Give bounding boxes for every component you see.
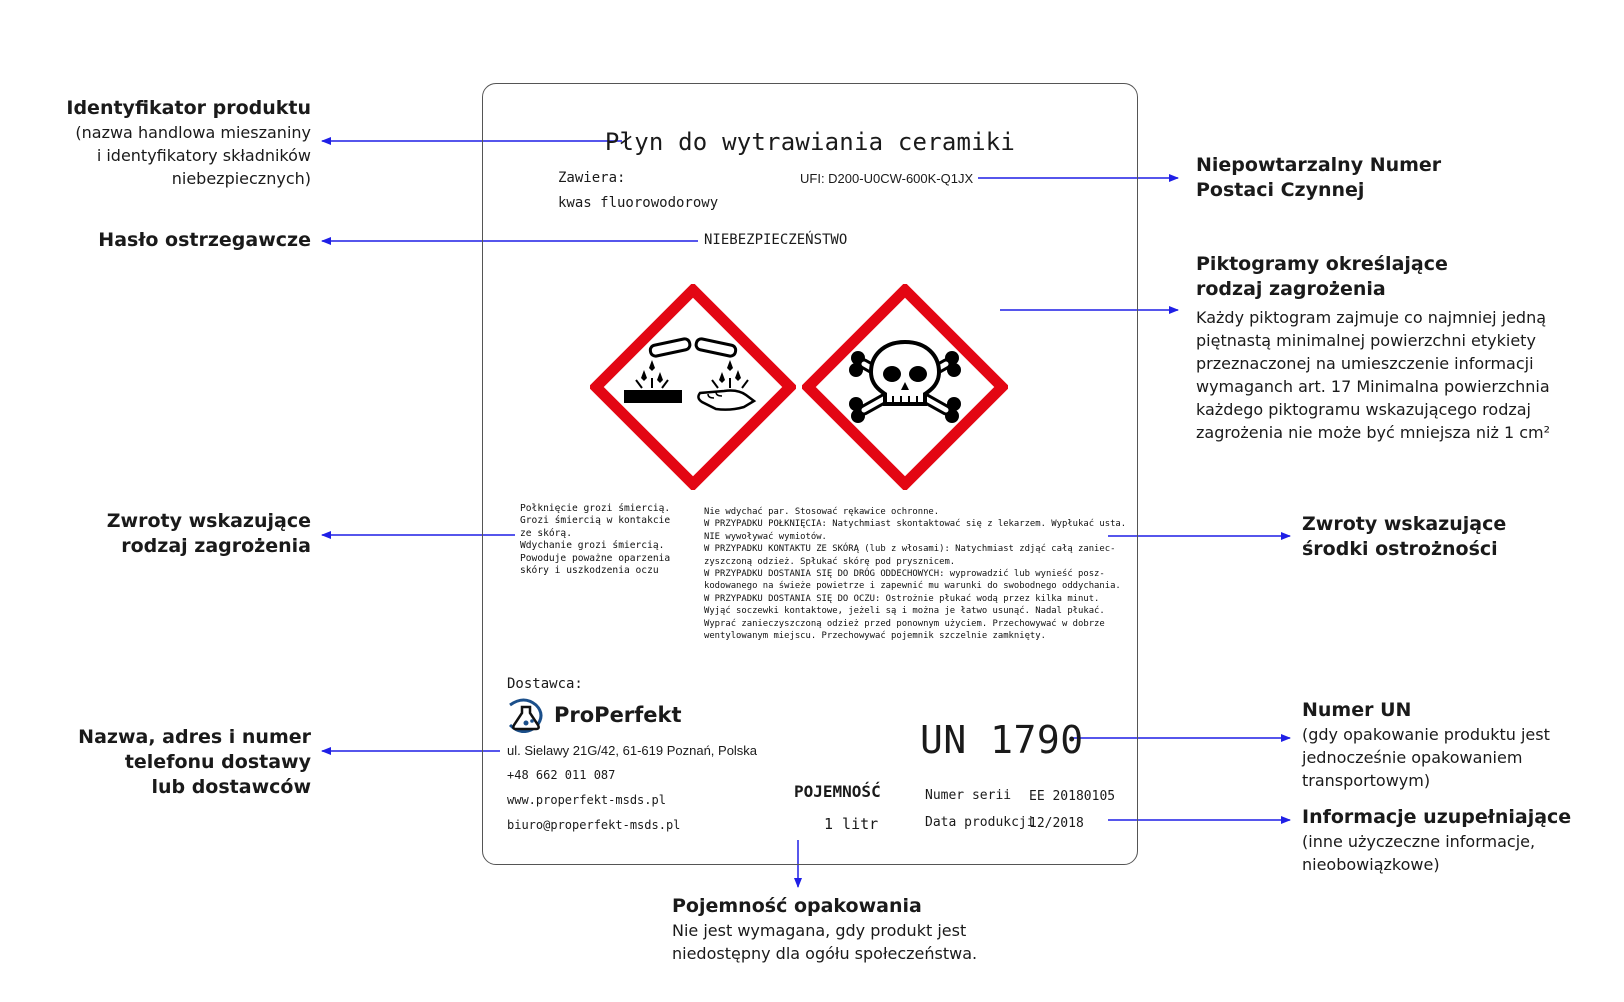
ufi-code: UFI: D200-U0CW-600K-Q1JX — [800, 171, 974, 186]
hazard-line: skóry i uszkodzenia oczu — [520, 565, 659, 577]
flask-logo-icon — [504, 697, 552, 733]
annotation-signal-word: Hasło ostrzegawcze — [98, 229, 311, 251]
precaution-line: Nie wdychać par. Stosować rękawice ochronne. — [704, 507, 940, 517]
precaution-line: W PRZYPADKU KONTAKTU ZE SKÓRĄ (lub z włosami): Natychmiast zdjąć całą zaniec- — [704, 544, 1116, 555]
contains-value: kwas fluorowodorowy — [558, 195, 719, 211]
precaution-line: zyszczoną odzież. Spłukać skórę pod prysznicem. — [704, 556, 956, 567]
annotation-product-id: Identyfikator produktu (nazwa handlowa mieszaniny i identyfikatory składników niebezpiecznych) — [66, 97, 311, 188]
hazard-line: Połknięcie grozi śmiercią. — [520, 503, 671, 514]
precaution-line: wentylowanym miejscu. Przechowywać pojemnik szczelnie zamknięty. — [704, 631, 1046, 642]
corrosion-pictogram — [590, 284, 796, 490]
precaution-line: Wyjąć soczewki kontaktowe, jeżeli są i można je łatwo usunąć. Nadal płukać. — [704, 606, 1105, 617]
hazard-line: Powoduje poważne oparzenia — [520, 552, 671, 564]
supplier-brand: ProPerfekt — [554, 703, 682, 727]
supplier-address: ul. Sielawy 21G/42, 61-619 Poznań, Polska — [507, 743, 758, 758]
annotation-pictograms: Piktogramy określające rodzaj zagrożenia Każdy piktogram zajmuje co najmniej jedną piętnastą minimalnej powierzchni etykiety przeznaczonej na umieszczenie informacji wymaganch art. 17 Minimalna powierzchnia każdego piktogramu wskazującego rodzaj zagrożenia nie może być mniejsza niż 1 cm² — [1196, 253, 1551, 442]
precaution-line: W PRZYPADKU DOSTANIA SIĘ DO DRÓG ODDECHOWYCH: wyprowadzić lub wynieść posz- — [704, 569, 1105, 580]
prod-date-label: Data produkcji — [925, 815, 1035, 830]
precaution-line: W PRZYPADKU DOSTANIA SIĘ DO OCZU: Ostrożnie płukać wodą przez kilka minut. — [704, 593, 1100, 604]
serial-value: EE 20180105 — [1029, 789, 1116, 804]
hazard-statements — [520, 503, 670, 577]
un-number: UN 1790 — [920, 718, 1084, 762]
serial-label: Numer serii — [925, 788, 1012, 803]
annotation-hazard: Zwroty wskazujące rodzaj zagrożenia — [106, 510, 311, 557]
annotation-capacity: Pojemność opakowania Nie jest wymagana, gdy produkt jest niedostępny dla ogółu społeczeństwa. — [672, 895, 978, 963]
annotation-un: Numer UN (gdy opakowanie produktu jest jednocześnie opakowaniem transportowym) — [1302, 699, 1550, 790]
precaution-line: kodowanego na świeże powietrze i zapewnić mu warunki do swobodnego oddychania. — [704, 581, 1121, 592]
signal-word: NIEBEZPIECZEŃSTWO — [704, 232, 848, 248]
hazard-line: ze skórą. — [520, 527, 572, 539]
supplier-logo — [504, 697, 682, 733]
hazard-line: Wdychanie grozi śmiercią. — [520, 540, 665, 552]
supplier-web: www.properfekt-msds.pl — [507, 793, 666, 807]
hazard-line: Grozi śmiercią w kontakcie — [520, 515, 671, 527]
annotation-extra: Informacje uzupełniające (inne użyczeczne informacje, nieobowiązkowe) — [1302, 806, 1572, 874]
capacity-value: 1 litr — [824, 815, 879, 833]
precaution-line: W PRZYPADKU POŁKNIĘCIA: Natychmiast skontaktować się z lekarzem. Wypłukać usta. — [704, 519, 1127, 530]
precaution-line: Wyprać zanieczyszczoną odzież przed ponownym użyciem. Przechowywać w dobrze — [704, 618, 1105, 629]
contains-label: Zawiera: — [558, 170, 626, 186]
annotation-ufi: Niepowtarzalny Numer Postaci Czynnej — [1196, 154, 1442, 201]
annotation-supplier: Nazwa, adres i numer telefonu dostawy lub dostawców — [78, 726, 311, 798]
prod-date-value: 12/2018 — [1029, 816, 1084, 831]
annotation-precaution: Zwroty wskazujące środki ostrożności — [1302, 513, 1507, 560]
product-name: Płyn do wytrawiania ceramiki — [604, 128, 1016, 156]
supplier-phone: +48 662 011 087 — [507, 768, 616, 782]
supplier-email: biuro@properfekt-msds.pl — [507, 818, 681, 832]
supplier-label: Dostawca: — [507, 676, 583, 692]
capacity-label: POJEMNOŚĆ — [794, 782, 881, 801]
precaution-line: NIE wywoływać wymiotów. — [704, 531, 827, 542]
precautionary-statements — [704, 506, 1126, 642]
skull-crossbones-pictogram — [802, 284, 1008, 490]
